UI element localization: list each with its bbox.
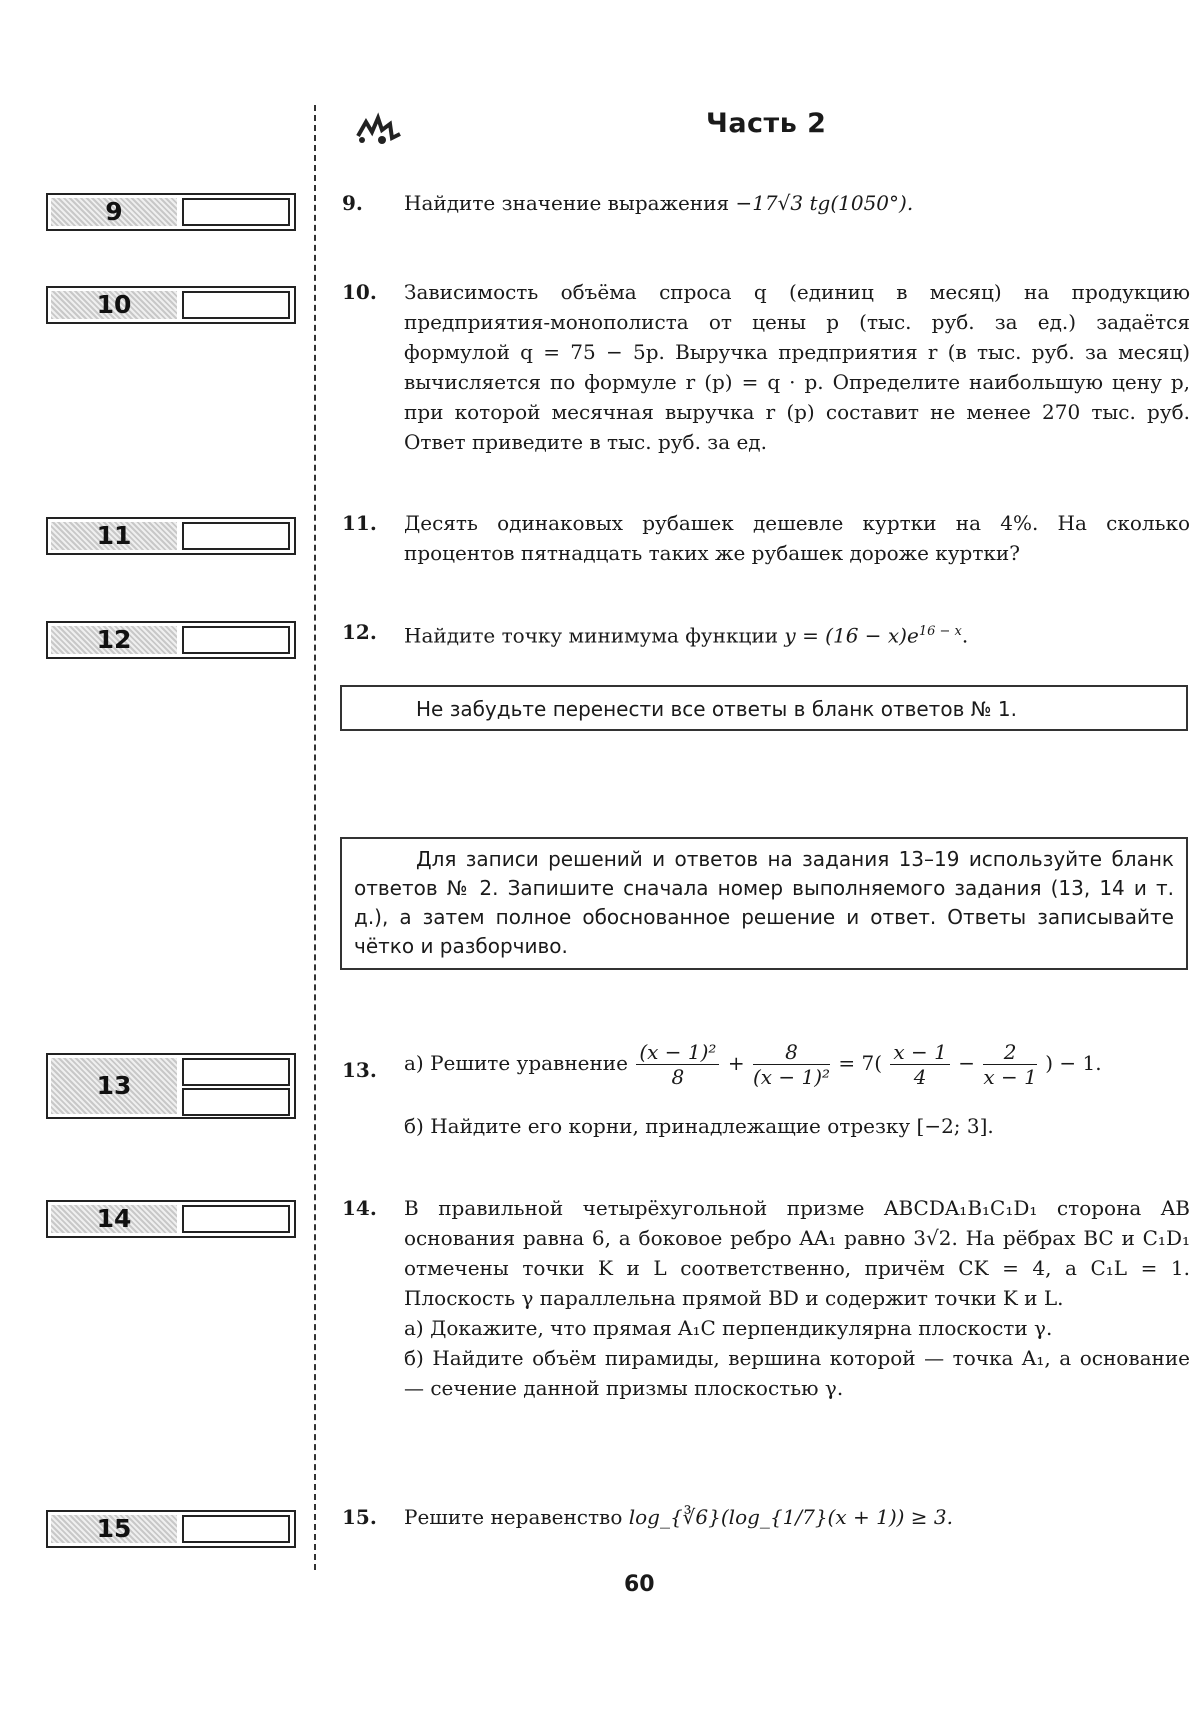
answer-box-number: 9: [51, 198, 177, 226]
answer-cell[interactable]: [182, 1088, 290, 1116]
operator-plus: +: [727, 1051, 745, 1075]
task-11: [342, 508, 1190, 568]
fraction: [983, 1040, 1036, 1089]
task-number: 10.: [342, 280, 377, 304]
answer-cell[interactable]: [182, 1205, 290, 1233]
answer-cell[interactable]: [182, 1515, 290, 1543]
answer-cell[interactable]: [182, 626, 290, 654]
answer-box-15[interactable]: [46, 1510, 296, 1548]
answer-box-12[interactable]: [46, 621, 296, 659]
task-number: 15.: [342, 1505, 377, 1529]
answer-cell[interactable]: [182, 291, 290, 319]
task-text: Зависимость объёма спроса q (единиц в месяц) на продукцию предприятия-монополиста от цены p (тыс. руб. за ед.) задаётся формулой q = 75 − 5p. Выручка предприятия r (в тыс. руб. за месяц) вычисляется по формуле r (p) = q · p. Определите наибольшую цену p, при которой месячная выручка r (p) составит не менее 270 тыс. руб. Ответ приведите в тыс. руб. за ед.: [404, 280, 1190, 454]
answer-box-number: 10: [51, 291, 177, 319]
task-text: Решите неравенство: [404, 1505, 623, 1529]
task-part-b: б) Найдите объём пирамиды, вершина которой — точка A₁, а основание — сечение данной призмы плоскостью γ.: [404, 1346, 1190, 1400]
fraction-denominator: 8: [671, 1065, 685, 1089]
task-formula: y = (16 − x)e: [784, 623, 919, 648]
fraction-denominator: (x − 1)²: [752, 1065, 831, 1089]
part-title: Часть 2: [706, 108, 827, 139]
task-number: 11.: [342, 511, 377, 535]
task-formula: log_{∛6}(log_{1/7}(x + 1)) ≥ 3.: [628, 1505, 953, 1529]
task-number: 9.: [342, 191, 363, 215]
fraction: [636, 1040, 719, 1089]
fraction-denominator: 4: [913, 1065, 927, 1089]
answer-box-number: 12: [51, 626, 177, 654]
fraction: [753, 1040, 830, 1089]
instructions-notice: Для записи решений и ответов на задания 13–19 используйте бланк ответов № 2. Запишите сначала номер выполняемого задания (13, 14 и т. д.), а затем полное обоснованное решение и ответ. Ответы записывайте чётко и разборчиво.: [340, 837, 1188, 970]
task-text: В правильной четырёхугольной призме ABCDA₁B₁C₁D₁ сторона AB основания равна 6, а боковое ребро AA₁ равно 3√2. На рёбрах BC и C₁D₁ отмечены точки K и L соответственно, причём CK = 4, а C₁L = 1. Плоскость γ параллельна прямой BD и содержит точки K и L.: [404, 1196, 1190, 1310]
answer-cell[interactable]: [182, 1058, 290, 1086]
fraction-numerator: x − 1: [890, 1040, 949, 1065]
answer-cell[interactable]: [182, 522, 290, 550]
task-part-a: а) Докажите, что прямая A₁C перпендикулярна плоскости γ.: [404, 1316, 1053, 1340]
task-part-b: б) Найдите его корни, принадлежащие отрезку [−2; 3].: [404, 1114, 994, 1138]
fraction-numerator: 2: [983, 1040, 1036, 1065]
task-number: 13.: [342, 1058, 377, 1082]
answer-box-11[interactable]: [46, 517, 296, 555]
task-exponent: 16 − x: [918, 624, 962, 639]
task-number: 14.: [342, 1196, 377, 1220]
fraction: [890, 1040, 949, 1089]
answer-box-number: 13: [51, 1058, 177, 1114]
task-10: [342, 277, 1190, 457]
answer-box-number: 11: [51, 522, 177, 550]
answer-box-number: 14: [51, 1205, 177, 1233]
transfer-notice: Не забудьте перенести все ответы в бланк ответов № 1.: [340, 685, 1188, 731]
answer-box-10[interactable]: [46, 286, 296, 324]
task-text: Найдите точку минимума функции: [404, 623, 779, 648]
fraction-numerator: (x − 1)²: [636, 1040, 719, 1065]
operator-minus: −: [958, 1051, 976, 1075]
task-13: [342, 1035, 1190, 1141]
cut-line: [314, 105, 316, 1570]
fraction-denominator: x − 1: [983, 1065, 1037, 1089]
answer-box-9[interactable]: [46, 193, 296, 231]
operator-equals: = 7(: [838, 1051, 883, 1075]
task-formula: −17√3 tg(1050°).: [735, 191, 914, 215]
answer-box-14[interactable]: [46, 1200, 296, 1238]
task-part-a: а) Решите уравнение: [404, 1051, 628, 1075]
answer-cell[interactable]: [182, 198, 290, 226]
logo-icon: [352, 112, 404, 146]
equation-tail: ) − 1.: [1045, 1051, 1102, 1075]
task-9: [342, 188, 1190, 218]
task-end: .: [961, 623, 969, 648]
answer-box-number: 15: [51, 1515, 177, 1543]
task-number: 12.: [342, 620, 377, 644]
task-text: Десять одинаковых рубашек дешевле куртки на 4%. На сколько процентов пятнадцать таких же рубашек дороже куртки?: [404, 511, 1190, 565]
task-text: Найдите значение выражения: [404, 191, 730, 215]
fraction-numerator: 8: [753, 1040, 830, 1065]
page-number: 60: [624, 1572, 655, 1597]
answer-box-13[interactable]: [46, 1053, 296, 1119]
task-15: [342, 1502, 1190, 1532]
task-14: [342, 1193, 1190, 1403]
task-12: [342, 617, 1190, 651]
